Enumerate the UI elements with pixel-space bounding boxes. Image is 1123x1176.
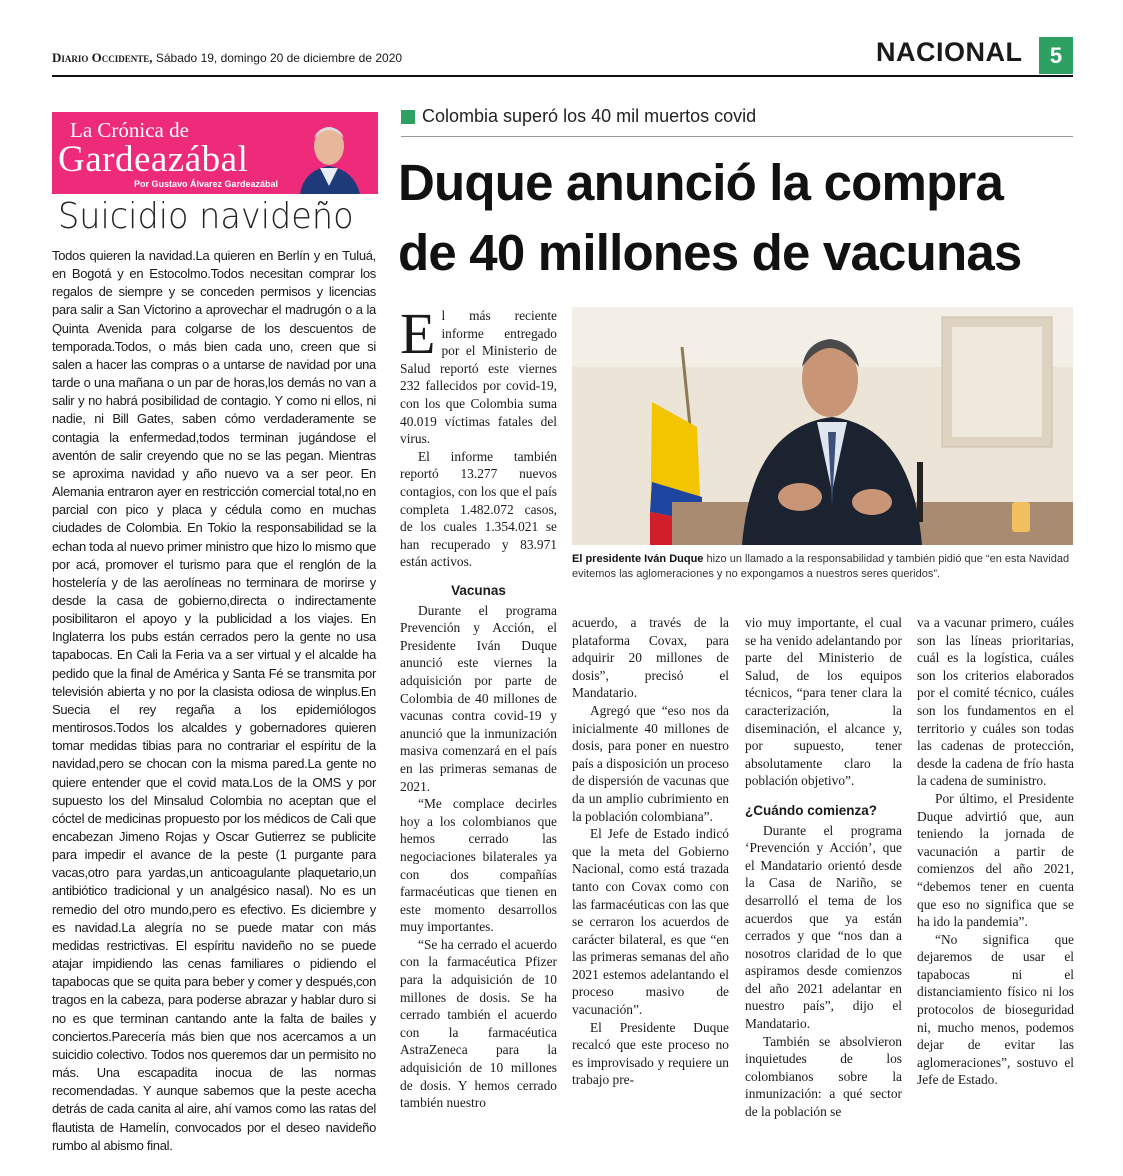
- caption-subject: El presidente Iván Duque: [572, 553, 704, 565]
- article-photo: [572, 307, 1073, 545]
- header-rule: [52, 75, 1073, 77]
- columnist-portrait: [280, 112, 378, 194]
- subhead-vacunas: Vacunas: [451, 583, 506, 598]
- paragraph: Durante el programa Prevención y Acción, el Presidente Iván Duque anunció este viernes la adquisición por parte de Colombia de 40 millones de vacunas contra covid-19 y anunció que la inmunización masiva comenzará en el país en las primeras semanas de 2021.: [400, 602, 557, 794]
- paragraph: “No significa que dejaremos de usar el tapabocas ni el distanciamiento físico ni los protocolos de bioseguridad ni, mucho menos, podemos dejar de evitar las aglomeraciones”, sostuvo el Jefe de Estado.: [917, 931, 1074, 1088]
- caption-text: hizo un llamado a la responsabilidad y también pidió que “en esta Navidad evitemos las aglomeraciones y no expongamos a nuestros seres queridos”.: [572, 553, 1070, 580]
- headline-line-2: de 40 millones de vacunas: [398, 224, 1022, 281]
- paragraph: El informe también reportó 13.277 nuevos contagios, con los que el país completa 1.482.072 casos, de los cuales 1.354.021 se han recuperado y 83.971 están activos.: [400, 448, 557, 570]
- section-name: NACIONAL: [876, 37, 1023, 67]
- headline-line-1: Duque anunció la compra: [398, 154, 1004, 211]
- article-column-3: [745, 614, 902, 1121]
- issue-date: Sábado 19, domingo 20 de diciembre de 2020: [155, 51, 403, 65]
- page-number: 5: [1039, 37, 1073, 74]
- subhead-cuando-comienza: ¿Cuándo comienza?: [745, 802, 878, 818]
- banner-byline: Por Gustavo Álvarez Gardeazábal: [134, 179, 279, 189]
- banner-line-2: Gardeazábal: [58, 139, 249, 180]
- photo-caption: [572, 552, 1074, 581]
- kicker-text: Colombia superó los 40 mil muertos covid: [422, 106, 757, 126]
- paragraph: va a vacunar primero, cuáles son las líneas prioritarias, cuál es la logística, cuáles son los criterios elaborados por el comité técnico, cuáles son los fundamentos en el territorio y cuáles son todas las cadenas de protección, desde la cadena de frío hasta la cadena de suministro.: [917, 615, 1074, 789]
- paragraph: Agregó que “eso nos da inicialmente 40 millones de dosis, para poner en nuestro país a disposición un proceso de dispersión de vacunas que da un amplio cubrimiento en la población colombiana”.: [572, 702, 729, 824]
- article-column-2: [572, 614, 729, 1089]
- paragraph: El Presidente Duque recalcó que este proceso no es improvisado y requiere un trabajo pre-: [572, 1019, 729, 1088]
- paragraph: “Se ha cerrado el acuerdo con la farmacéutica Pfizer para la adquisición de 10 millones de dosis. Se ha cerrado también el acuerdo con la farmacéutica AstraZeneca para la adquisición de 10 millones de dosis. Y hemos cerrado también nuestro: [400, 936, 557, 1111]
- paragraph: vio muy importante, el cual se ha venido adelantando por parte del Ministerio de Salud, de los equipos técnicos, “para tener clara la caracterización, la diseminación, el alcance y, por supuesto, tener absolutamente claro la población objetivo”.: [745, 615, 902, 789]
- kicker-rule: [401, 136, 1073, 137]
- newspaper-brand: Diario Occidente,: [52, 50, 153, 65]
- paragraph: El Jefe de Estado indicó que la meta del Gobierno Nacional, como está trazada tanto con Covax como con las farmacéuticas con las que se cerraron los acuerdos de carácter bilateral, es que “en las primeras semanas del año 2021 estemos adelantando el proceso masivo de vacunación”.: [572, 826, 729, 1018]
- paragraph: Durante el programa ‘Prevención y Acción’, que el Mandatario orientó desde la Casa de Nariño, se desarrolló el tema de los acuerdos que ya están cerrados y que “nos dan a nosotros claridad de lo que aspiramos desde comienzos del año 2021 adelantar en nuestro país”, dijo el Mandatario.: [745, 822, 902, 1032]
- column-banner: [52, 112, 378, 194]
- paragraph: acuerdo, a través de la plataforma Covax, para adquirir 20 millones de dosis”, precisó el Mandatario.: [572, 615, 729, 701]
- paragraph: Por último, el Presidente Duque advirtió que, aun teniendo la jornada de vacunación a partir de comienzos del año 2021, “debemos tener en cuenta que eso no significa que se ha ido la pandemia”.: [917, 790, 1074, 930]
- article-column-1: [400, 582, 557, 1112]
- column-body: Todos quieren la navidad.La quieren en Berlín y en Tuluá, en Bogotá y en Estocolmo.Todos necesitan comprar los regalos de siempre y se conceden permisos y licencias para salir a San Victorino a aprovechar el madrugón o a la Quinta Avenida para colgarse de los descuentos de temporada.Todos, o más bien cada uno, creen que si salen a hacer las compras o a untarse de navidad por una tarde o una mañana o un par de horas,los demás no van a salir y no habrá posibilidad de contagio. Y como ni ellos, ni nadie, ni Bill Gates, saben cómo verdaderamente se contagia la enfermedad,todos terminan jugándose el aventón de salir creyendo que no se las pegan. Mientras se aproxima navidad y año nuevo va a ser peor. En Alemania entraron ayer en restricción comercial total,no en parcial con pico y placa y cédula como en muchas ciudades de Colombia. En Tokio la responsabilidad se la echan toda al nuevo primer ministro que hizo lo mismo que por acá, promover el turismo para que el renglón de la hostelería y de las aerolíneas no terminara de morirse y desde la casa de gobierno,directa o indirectamente posibilitaron el apoyo y la publicidad a los viajes. En Inglaterra los pubs están cerrados pero la gente no usa tapabocas. En Cali la Feria va a ser virtual y el alcalde ha pedido que la final de América y Santa Fé se transmita por televisión abierta y no por la clasista odiosa de winplus.En Suecia el rey regaña a los epidemiólogos mentirosos.Todos los alcaldes y gobernadores quieren tomar medidas tibias para no contrariar el espíritu de la navidad,pero se chocan con la misma pared.La gente no quiere entender que el covid mata.Los de la OMS y por supuesto los del Minsalud Colombia no aceptan que el cóctel de medicinas propuesto por los médicos de Cali que encabezan Jimeno Rojas y Oscar Gutierrez se publicite para impedir el avance de la peste (1 purgante para vacas,otro para yardas,un anticoagulante plaquetario,un antibiótico tradicional y un analgésico nasal). No es un remedio del otro mundo,pero es efectivo. Es diciembre y es navidad.La alegría no se puede matar con más medidas restrictivas. El espíritu navideño no se puede atajar impidiendo las cenas familiares o pidiendo el tapabocas que se quita para beber y comer y después,con tragos en la cabeza, para poderse abrazar y hablar duro si no es que terminan cantando ante la falta de bailes y conciertos.Parecería más bien que nos acercamos a un suicidio colectivo. Todos nos queremos dar un permisito no más. Una escapadita inocua de las normas recomendadas. Y aunque sabemos que la peste acecha detrás de cada canita al aire, ahí vamos como las ratas del flautista de Hamelín, convocados por el deseo navideño rumbo al abismo final.: [52, 248, 376, 1153]
- column-title: Suicidio navideño: [58, 196, 354, 237]
- drop-cap: E: [400, 301, 436, 366]
- header-dateline: [52, 50, 402, 66]
- article-kicker: [401, 106, 756, 127]
- banner-line-1: La Crónica de: [70, 118, 189, 142]
- article-lead: [400, 301, 557, 571]
- paragraph: “Me complace decirles hoy a los colombianos que hemos cerrado las negociaciones bilaterales ya con dos compañías farmacéuticas que tienen en este momento desarrollos muy importantes.: [400, 796, 557, 935]
- kicker-square-icon: [401, 110, 415, 124]
- article-column-4: [917, 614, 1074, 1089]
- article-headline: [398, 148, 1078, 288]
- lead-paragraph: l más reciente informe entregado por el Ministerio de Salud reportó este viernes 232 fallecidos por covid-19, con los que Colombia suma 40.019 víctimas fatales del virus.: [400, 308, 557, 447]
- paragraph: También se absolvieron inquietudes de los colombianos sobre la inmunización: a qué sector de la población se: [745, 1033, 902, 1120]
